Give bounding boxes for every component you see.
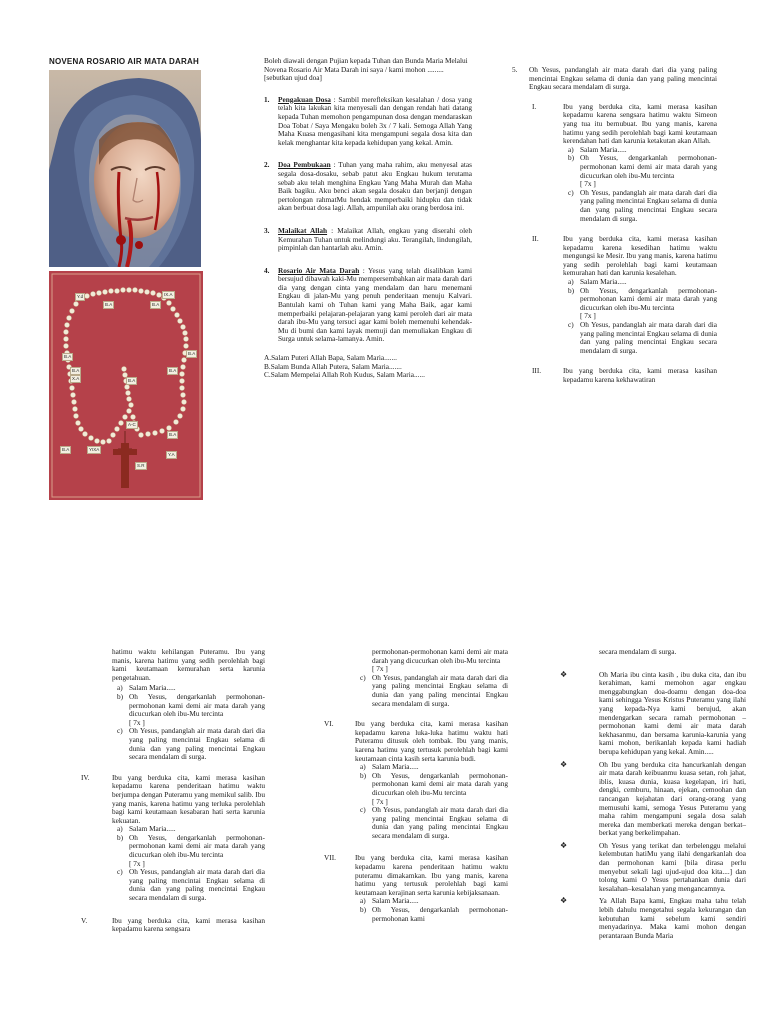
litany-block: a) Salam Maria..... b) Oh Yesus, dengarkanlah permohonan-permohonan kami demi air mata darah yang dicucurkan oleh ibu-Mu tercinta [ 7x ] c) Oh Yesus, pandanglah air mata darah dari dia yang paling mencintai Engkau selama di dunia dan yang paling mencintai Engkau secara mendalam di surga. [117,683,265,762]
rosary-label: A-C [128,422,136,427]
rosary-label: B.A [64,354,72,359]
rosary-label: S.R [137,463,145,468]
rosary-label: B.A [72,368,80,373]
prayer-bullet: ❖ Oh Maria ibu cinta kasih , ibu duka cita, dan ibu kerahiman, kami memohon agar engkau menggabungkan doa-doamu dengan doa-doa kami sehingga Yesus Kristus Puteramu yang ilahi yang kepada-Nya kami berujud, akan mendengarkan secara ramah permohonan – permohonan kami demi air mata darah kekhasanmu, dan bersama karunia-karunia yang kami mohon, berikanlah kepada kami hadiah berupa kehidupan yang kekal. Amin..... [560,669,746,756]
section-heading: Doa Pembukaan [278,160,331,170]
salam-list [264,354,472,380]
section-4: 4. Rosario Air Mata Darah : Yesus yang telah disalibkan kami bersujud dibawah kaki-Mu mempersembahkan air mata darah dari dia yang dengan cinta yang mendalam dan haru menemani Engkau di jalan-Mu yang penuh penderitaan menuju Kalvari. Bantulah kami oh Tuhan kami yang Maha Baik, agar kami memperbaiki pelajaran-pelajaran yang kami peroleh dari air mata darah ibu-Mu yang tersuci agar kami boleh memenuhi kehendak-Mu di bumi dan kami layak memuji dan memuliakan Engkau di Surga untuk selama-lamanya. Amin. [264,265,473,344]
column-bottom-right [560,648,746,944]
column-top-right [512,66,717,393]
rosary-label: Y.d [77,294,84,299]
rosary-label: IX.A [164,292,173,297]
mystery-VI: VI. Ibu yang berduka cita, kami merasa kasihan kepadamu karena luka-luka hatimu waktu hati Puteramu ditusuk oleh tombak. Ibu yang manis, karena hatimu yang tertusuk perolehlah bagi kami keutamaan cinta kasih serta karunia budi. a) Salam Maria..... b) Oh Yesus, dengarkanlah permohonan-permohonan kami demi air mata darah yang dicucurkan oleh ibu-Mu tercinta [ 7x ] c) Oh Yesus, pandanglah air mata darah dari dia yang paling mencintai Engkau selama di dunia dan yang paling mencintai Engkau secara mendalam di surga. [324,719,508,840]
rosary-label: X.A [72,376,80,381]
rosary-diagram [49,271,203,500]
diamond-bullet-icon: ❖ [560,759,568,769]
mystery-V: V. Ibu yang berduka cita, kami merasa kasihan kepadamu karena sengsara [81,915,265,934]
mystery-III: III. Ibu yang berduka cita, kami merasa kasihan kepadamu karena kekhawatiran [532,366,717,384]
section-2: 2. Doa Pembukaan : Tuhan yang maha rahim, aku menyesal atas segala dosa-dosaku, sebab patut aku Engkau hukum terutama sebab aku telah menghina Engkau Yang Maha Murah dan Maha Baik bagiku. Aku benci akan segala dosaku dan berjanji dengan pertolongan rahmatMu hendak memperbaiki hidupku dan tidak akan berbuat dosa lagi. Allah, ampunilah aku orang berdosa ini. [264,160,472,213]
section-1: 1. Pengakuan Dosa : Sambil merefleksikan kesalahan / dosa yang telah kita lakukan kita menyesali dan dengan rendah hati datang kepada Tuhan memohon pengampunan dosa dengan mendaraskan Doa Tobat / Saya Mengaku boleh 3x / 7 kali. Semoga Allah Yang Maha Kuasa mengasihani kita mengampuni segala dosa kita dan kelak menghantar kita kepada kehidupan yang kekal. Amin. [264,94,472,147]
mystery-II: II. Ibu yang berduka cita, kami merasa kasihan kepadamu karena kesedihan hatimu waktu mengungsi ke Mesir. Ibu yang manis, karena hatimu yang sedih perolehlah bagi kami keutamaan kemurahan hati dan karunia kesalehan. a) Salam Maria..... b) Oh Yesus, dengarkanlah permohonan-permohonan kami demi air mata darah yang dicucurkan oleh ibu-Mu tercinta [ 7x ] c) Oh Yesus, pandanglah air mata darah dari dia yang paling mencintai Engkau selama di dunia dan yang paling mencintai Engkau secara mendalam di surga. [532,234,717,355]
rosary-label: Y.A [168,452,175,457]
mystery-I: I. Ibu yang berduka cita, kami merasa kasihan kepadamu karena sengsara hatimu waktu Simeon yang tua itu bernubuat. Ibu yang manis, karena hatimu yang sedih perolehlah bagi kami keutamaan kerendahan hati dan karunia ketakutan akan Allah. a) Salam Maria..... b) Oh Yesus, dengarkanlah permohonan-permohonan kami demi air mata darah yang dicucurkan oleh ibu-Mu tercinta [ 7x ] c) Oh Yesus, pandanglah air mata darah dari dia yang paling mencintai Engkau selama di dunia dan yang paling mencintai Engkau secara mendalam di surga. [532,101,717,223]
page-title: NOVENA ROSARIO AIR MATA DARAH [49,57,199,66]
rosary-label: B.A [188,351,196,356]
rosary-label: B.A [128,378,136,383]
prayer-bullet: ❖ Ya Allah Bapa kami, Engkau maha tahu telah lebih dahulu mengetahui segala kekurangan dan kebutuhan kami sebelum kami sendiri menyadarinya. Maka kami mohon dengan perantaraan Bunda Maria [560,896,746,940]
mystery-III-continued: hatimu waktu kehilangan Puteramu. Ibu yang manis, karena hatimu yang sedih perolehlah bagi kami keutamaan kemurahan serta karunia pengetahuan. [112,647,265,682]
salam-item: A.Salam Puteri Allah Bapa, Salam Maria....... [264,353,397,363]
column-top-middle [264,57,472,380]
diamond-bullet-icon: ❖ [560,840,568,850]
intro-text: Boleh diawali dengan Pujian kepada Tuhan dan Bunda Maria Melalui Novena Rosario Air Mata Darah ini saya / kami mohon ......... [sebutkan ujud doa] [264,56,468,83]
prayer-bullet: ❖ Oh Yesus yang terikat dan terbelenggu melalui kelembutan hatiMu yang ilahi dengarkanlah doa dan permohonan kami [bila dirasa perlu menyebut sekali lagi ujud-ujud doa kita....] dan tolong kami O Yesus pertahankan dunia dari kesalahan–kesalahan yang mengancamnya. [560,840,746,893]
rosary-label: B.A [62,447,70,452]
continued-line: secara mendalam di surga. [599,647,677,656]
mystery-VII: VII. Ibu yang berduka cita, kami merasa kasihan kepadamu karena penderitaan hatimu waktu puteramu dimakamkan. Ibu yang manis, karena hatimu yang tertusuk perolehlah bagi kami keutamaan kerajinan serta karunia kebijaksanaan. a) Salam Maria..... b) Oh Yesus, dengarkanlah permohonan-permohonan kami [324,853,508,923]
diamond-bullet-icon: ❖ [560,896,568,906]
section-3: 3. Malaikat Allah : Malaikat Allah, engkau yang diserahi oleh Kemurahan Tuhan untuk melindungi aku. Terangilah, lindungilah, pimpinlah dan hantarlah aku. Amin. [264,225,472,253]
column-bottom-middle [324,648,508,931]
rosary-label: YIXA [89,447,100,452]
rosary-label: B.A [105,302,113,307]
column-bottom-left [81,648,265,942]
section-heading: Malaikat Allah [278,225,328,235]
prayer-bullet: ❖ Oh Ibu yang berduka cita hancurkanlah dengan air mata darah keibuanmu kuasa setan, roh jahat, iblis, kuasa dunia, kuasa kegelapan, iri hati, dengki, cemburu, hinaan, ejekan, cemoohan dan rancangan kejahatan dari orang-orang yang memusuhi kami, semoga Yesus Puteramu yang maha rahim mengampuni segala dosa salah mereka dan memberkati mereka dengan berkat– berkat yang berkelimpahan. [560,759,746,838]
salam-item: B.Salam Bunda Allah Putera, Salam Maria....... [264,361,402,371]
rosary-label: B.A [169,432,177,437]
section-heading: Pengakuan Dosa [278,94,331,104]
rosary-label: B.A [169,368,177,373]
weeping-madonna-image [49,70,201,267]
litany-block: permohonan-permohonan kami demi air mata darah yang dicucurkan oleh ibu-Mu tercinta [ 7x ] c) Oh Yesus, pandanglah air mata darah dari dia yang paling mencintai Engkau selama di dunia dan yang paling mencintai Engkau secara mendalam di surga. [360,647,508,708]
salam-item: C.Salam Mempelai Allah Roh Kudus, Salam Maria...... [264,370,425,380]
diamond-bullet-icon: ❖ [560,669,568,679]
section-heading: Rosario Air Mata Darah [278,265,360,275]
rosary-label: B.A [152,302,160,307]
section-5: 5. Oh Yesus, pandanglah air mata darah dari dia yang paling mencintai Engkau selama di dunia dan yang paling mencintai Engkau secara mendalam di surga. [512,65,717,92]
mystery-IV: IV. Ibu yang berduka cita, kami merasa kasihan kepadamu karena penderitaan hatimu waktu berjumpa dengan Puteramu yang memikul salib. Ibu yang manis, karena hatimu yang terluka perolehlah bagi kami keutamaan kesabaran hati serta karunia kekuatan. a) Salam Maria..... b) Oh Yesus, dengarkanlah permohonan-permohonan kami demi air mata darah yang dicucurkan oleh ibu-Mu tercinta [ 7x ] c) Oh Yesus, pandanglah air mata darah dari dia yang paling mencintai Engkau selama di dunia dan yang paling mencintai Engkau secara mendalam di surga. [81,772,265,903]
